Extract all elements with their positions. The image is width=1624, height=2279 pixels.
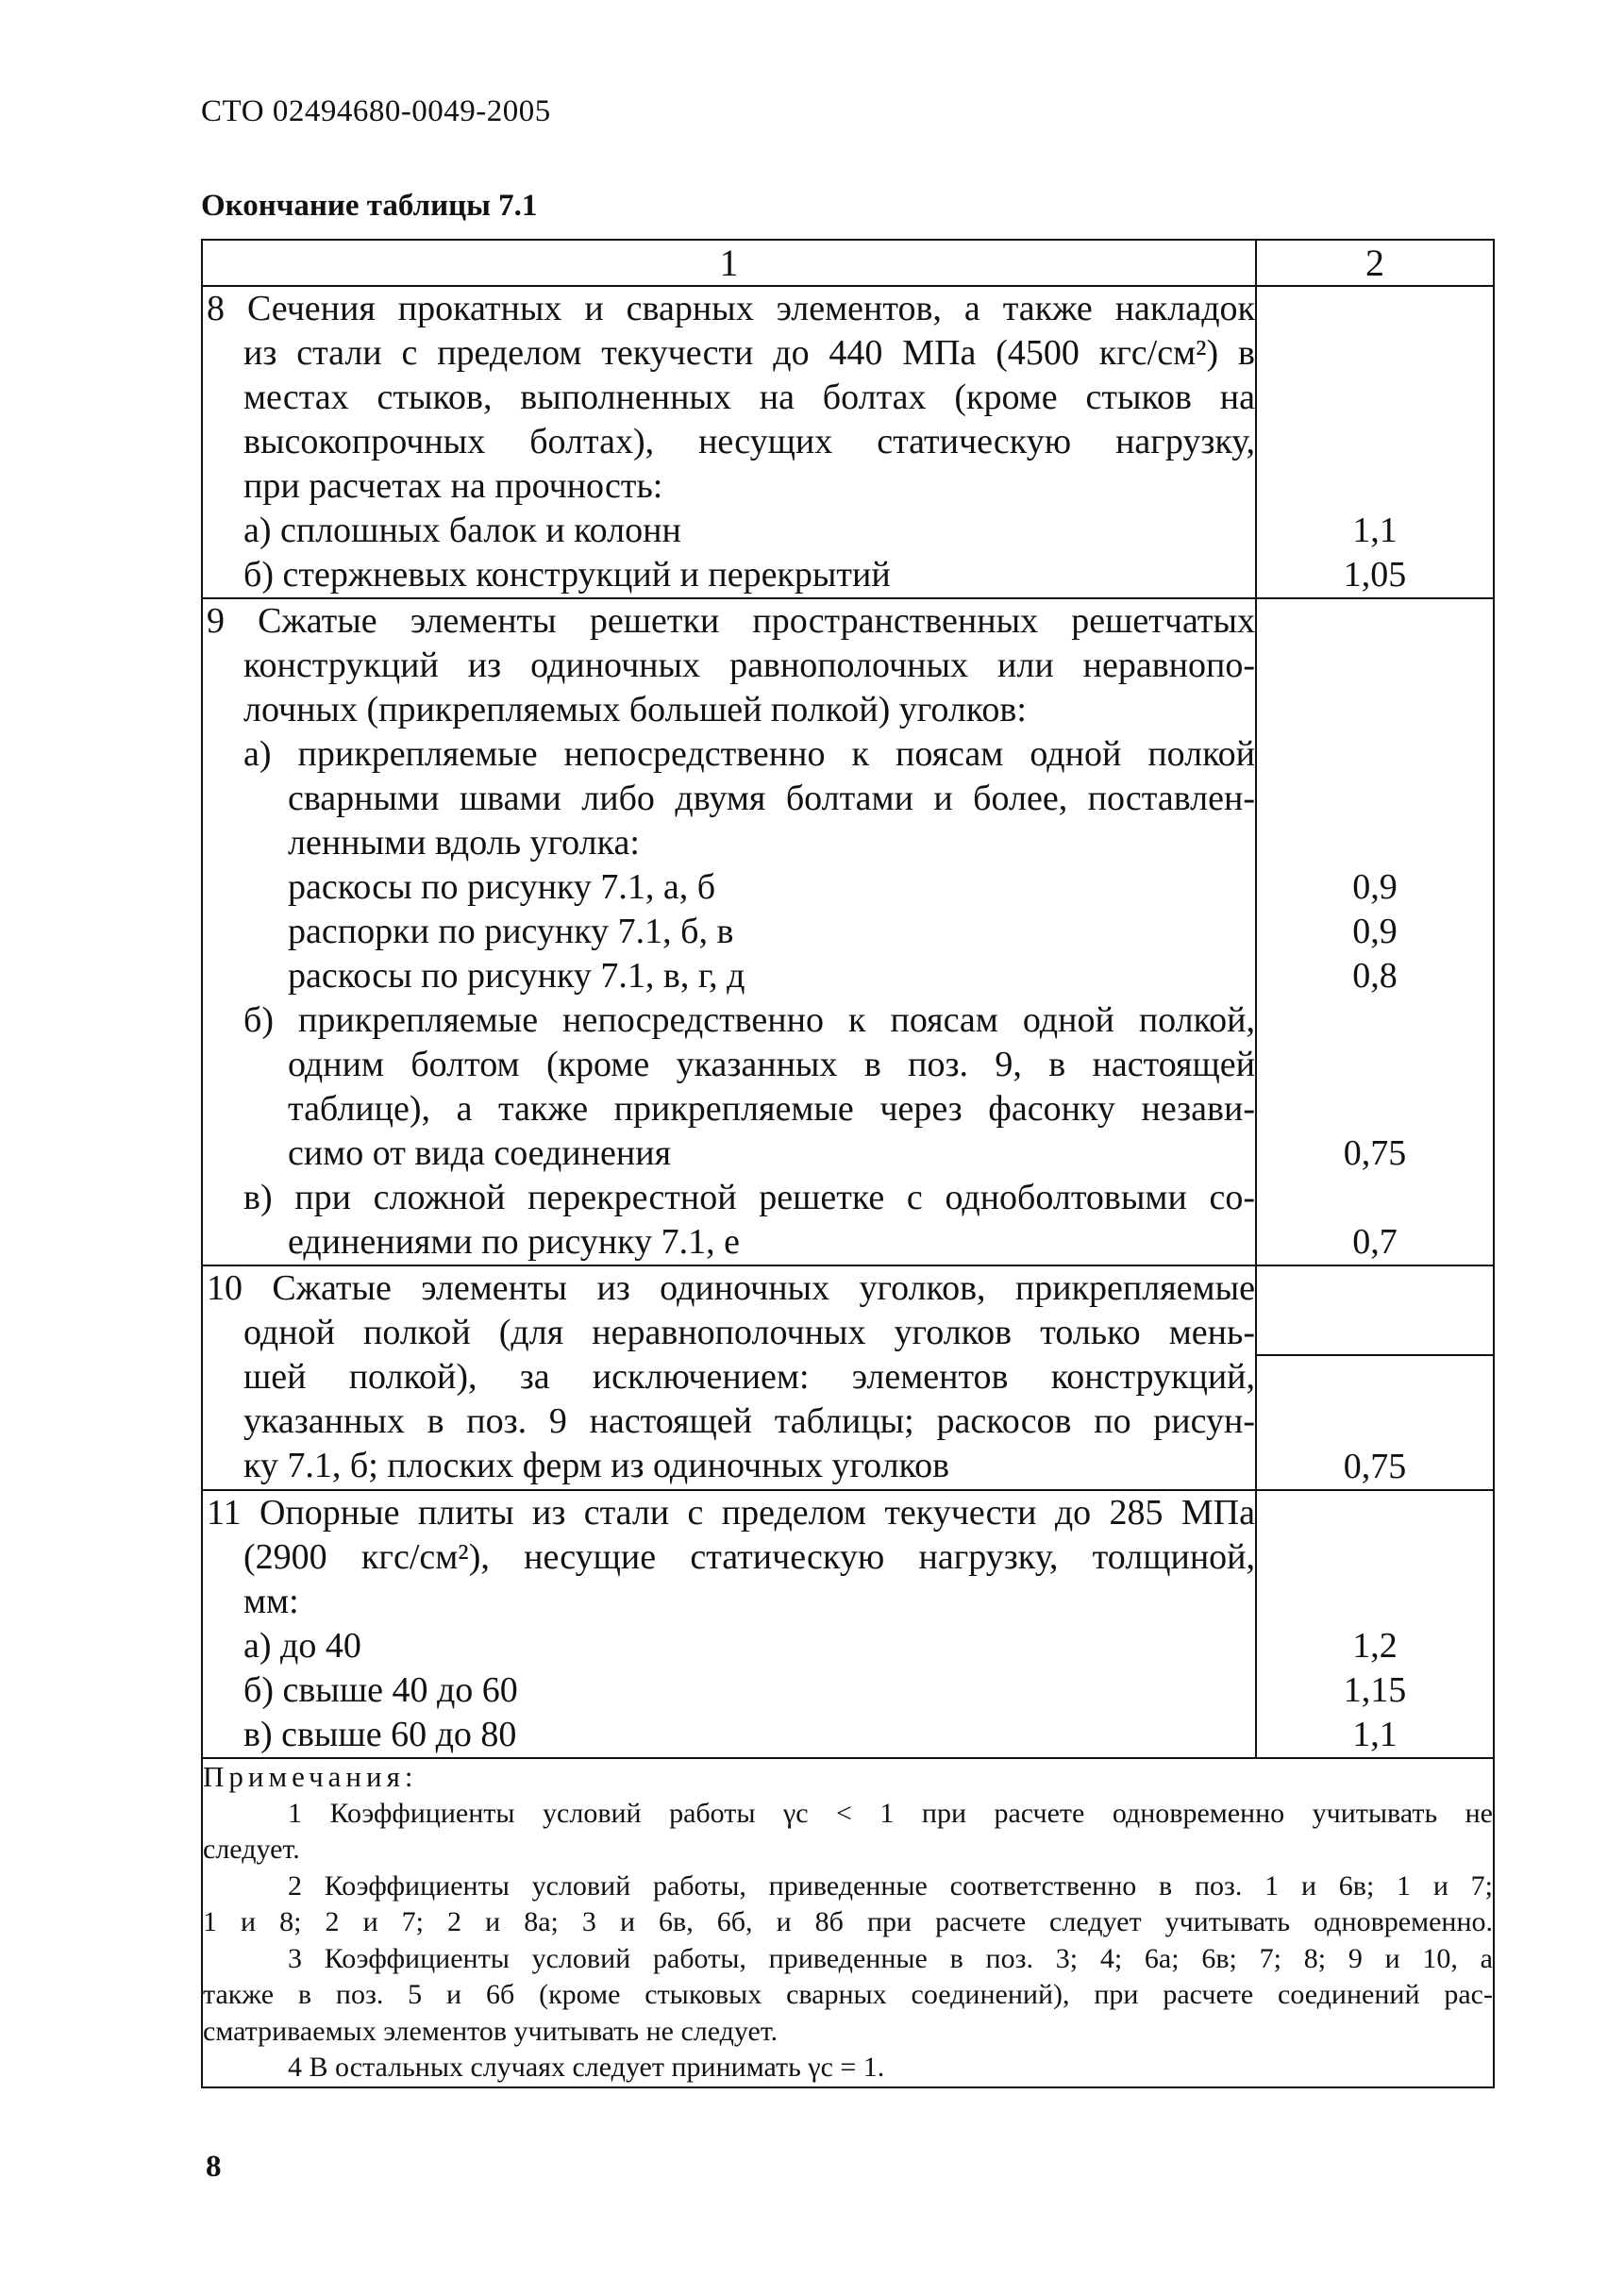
row-10-line: 10 Сжатые элементы из одиночных уголков, прикрепляемые <box>207 1268 1255 1308</box>
row-9-line: раскосы по рисунку 7.1, в, г, д <box>288 956 745 996</box>
note-line: 4 В остальных случаях следует принимать γс = 1. <box>288 2052 885 2083</box>
column-header-2: 2 <box>1256 240 1494 286</box>
value-cell: 0,7 <box>1352 1222 1398 1262</box>
value-cell: 0,75 <box>1343 1133 1407 1173</box>
value-cell: 1,05 <box>1343 555 1407 595</box>
column-header-1: 1 <box>202 240 1256 286</box>
table-row-10 <box>202 1265 1494 1490</box>
row-10-values <box>1256 1265 1494 1490</box>
row-8-line: из стали с пределом текучести до 440 МПа (4500 кгс/см²) в <box>243 333 1255 373</box>
notes-cell <box>202 1758 1494 2087</box>
row-11-line: 11 Опорные плиты из стали с пределом текучести до 285 МПа <box>207 1493 1255 1533</box>
value-cell: 1,1 <box>1352 511 1398 550</box>
note-line: сматриваемых элементов учитывать не следует. <box>203 2015 779 2047</box>
row-9-line: в) при сложной перекрестной решетке с одноболтовыми со- <box>243 1178 1255 1217</box>
row-10-line: одной полкой (для неравнополочных уголков только мень- <box>243 1313 1255 1352</box>
row-8-line: местах стыков, выполненных на болтах (кроме стыков на <box>243 377 1255 417</box>
table-row-8 <box>202 286 1494 598</box>
note-line: 3 Коэффициенты условий работы, приведенные в поз. 3; 4; 6а; 6в; 7; 8; 9 и 10, а <box>288 1942 1493 1974</box>
row-9-line: одним болтом (кроме указанных в поз. 9, в настоящей <box>288 1045 1255 1084</box>
row-9-line: раскосы по рисунку 7.1, а, б <box>288 867 716 907</box>
note-line: 1 Коэффициенты условий работы γс < 1 при расчете одновременно учитывать не <box>288 1797 1493 1829</box>
note-line: следует. <box>203 1834 300 1865</box>
row-10-description <box>202 1265 1256 1490</box>
row-11-values <box>1256 1490 1494 1758</box>
row-9-line: симо от вида соединения <box>288 1133 672 1173</box>
row-9-line: а) прикрепляемые непосредственно к поясам одной полкой <box>243 734 1255 774</box>
row-9-line: таблице), а также прикрепляемые через фасонку незави- <box>288 1089 1255 1129</box>
table-header-row <box>202 240 1494 286</box>
table-row-11 <box>202 1490 1494 1758</box>
table-caption: Окончание таблицы 7.1 <box>201 189 538 223</box>
row-9-description <box>202 598 1256 1265</box>
value-cell: 1,2 <box>1352 1626 1398 1666</box>
value-cell: 1,15 <box>1343 1670 1407 1710</box>
value-cell: 0,75 <box>1343 1447 1407 1486</box>
row-8-line: а) сплошных балок и колонн <box>243 511 681 550</box>
note-line: 1 и 8; 2 и 7; 2 и 8а; 3 и 6в, 6б, и 8б при расчете следует учитывать одновременно. <box>203 1906 1493 1937</box>
row-8-line: при расчетах на прочность: <box>243 466 663 506</box>
note-line: 2 Коэффициенты условий работы, приведенные соответственно в поз. 1 и 6в; 1 и 7; <box>288 1869 1493 1902</box>
notes-title: Примечания: <box>203 1760 418 1793</box>
row-11-line: мм: <box>243 1582 299 1621</box>
row-9-line: конструкций из одиночных равнополочных или неравнопо- <box>243 645 1255 685</box>
notes-row <box>202 1758 1494 2087</box>
coefficients-table <box>201 239 1495 2088</box>
row-11-description <box>202 1490 1256 1758</box>
row-9-line: лочных (прикрепляемых большей полкой) уголков: <box>243 690 1027 729</box>
row-9-line: сварными швами либо двумя болтами и более, поставлен- <box>288 779 1255 818</box>
row-9-line: 9 Сжатые элементы решетки пространственных решетчатых <box>207 601 1255 641</box>
row-9-line: распорки по рисунку 7.1, б, в <box>288 912 734 951</box>
row-8-line: б) стержневых конструкций и перекрытий <box>243 555 891 595</box>
row-8-line: высокопрочных болтах), несущих статическую нагрузку, <box>243 422 1255 461</box>
row-9-line: б) прикрепляемые непосредственно к поясам одной полкой, <box>243 1000 1255 1040</box>
value-cell: 0,9 <box>1352 867 1398 907</box>
page-number: 8 <box>206 2150 222 2184</box>
row-11-line: (2900 кгс/см²), несущие статическую нагрузку, толщиной, <box>243 1537 1255 1577</box>
document-code: СТО 02494680-0049-2005 <box>201 94 551 128</box>
table-row-9 <box>202 598 1494 1265</box>
row-8-description <box>202 286 1256 598</box>
row-9-line: единениями по рисунку 7.1, е <box>288 1222 740 1262</box>
row-8-line: 8 Сечения прокатных и сварных элементов, а также накладок <box>207 289 1255 328</box>
row-10-line: шей полкой), за исключением: элементов конструкций, <box>243 1357 1255 1397</box>
row-8-values <box>1256 286 1494 598</box>
row-9-values <box>1256 598 1494 1265</box>
note-line: также в поз. 5 и 6б (кроме стыковых сварных соединений), при расчете соединений рас- <box>203 1979 1493 2010</box>
row-9-line: ленными вдоль уголка: <box>288 823 640 863</box>
row-10-line: указанных в поз. 9 настоящей таблицы; раскосов по рисун- <box>243 1401 1255 1441</box>
row-11-line: а) до 40 <box>243 1626 361 1666</box>
row-10-line: ку 7.1, б; плоских ферм из одиночных уголков <box>243 1446 950 1485</box>
value-cell: 0,9 <box>1352 912 1398 951</box>
value-cell: 0,8 <box>1352 956 1398 996</box>
row-11-line: в) свыше 60 до 80 <box>243 1715 517 1754</box>
value-cell: 1,1 <box>1352 1715 1398 1754</box>
row-11-line: б) свыше 40 до 60 <box>243 1670 518 1710</box>
